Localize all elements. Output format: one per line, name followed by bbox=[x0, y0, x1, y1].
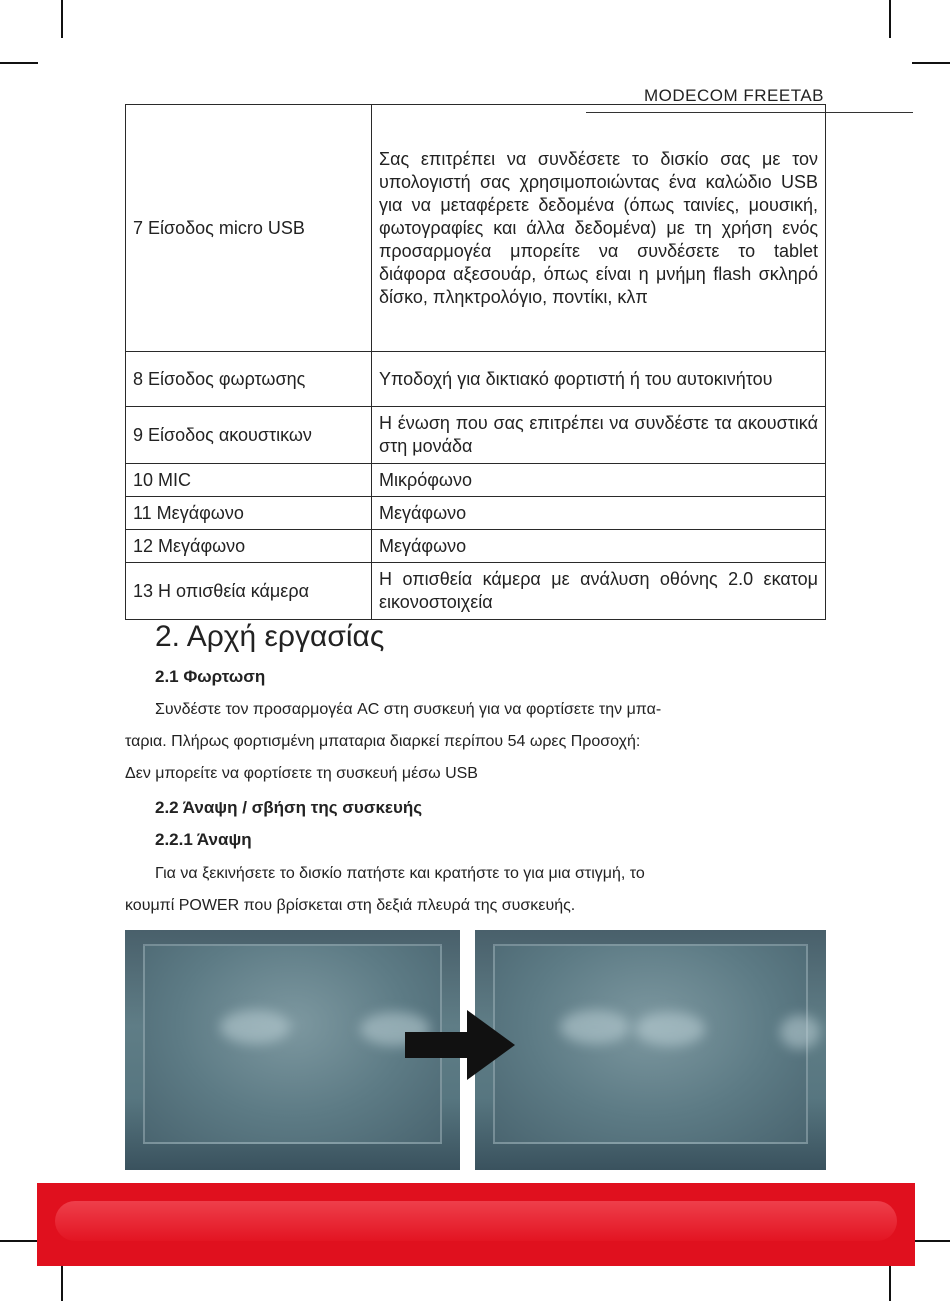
row-label: 8 Είσοδος φωρτωσης bbox=[126, 352, 372, 407]
power-heading: 2.2 Άναψη / σβήση της συσκευής bbox=[155, 798, 423, 817]
power-on-heading: 2.2.1 Άναψη bbox=[155, 830, 252, 849]
section-title: 2. Αρχή εργασίας bbox=[155, 620, 385, 653]
charging-heading: 2.1 Φωρτωση bbox=[155, 667, 266, 686]
row-label: 10 MIC bbox=[126, 464, 372, 497]
row-label: 9 Είσοδος ακουστικων bbox=[126, 407, 372, 464]
light-reflection bbox=[635, 1012, 705, 1046]
table-row bbox=[126, 352, 826, 407]
crop-mark bbox=[0, 1240, 38, 1242]
light-reflection bbox=[220, 1010, 290, 1044]
table-row bbox=[126, 497, 826, 530]
crop-mark bbox=[61, 1263, 63, 1301]
tablet-photo-after bbox=[475, 930, 826, 1170]
row-label: 7 Είσοδος micro USB bbox=[126, 105, 372, 352]
table-row bbox=[126, 563, 826, 620]
row-description: Μεγάφωνο bbox=[372, 530, 826, 563]
power-paragraph bbox=[125, 858, 825, 922]
row-description: Μικρόφωνο bbox=[372, 464, 826, 497]
table-row bbox=[126, 464, 826, 497]
row-description: Υποδοχή για δικτιακό φορτιστή ή του αυτοκινήτου bbox=[372, 352, 826, 407]
paragraph-line: Δεν μπορείτε να φορτίσετε τη συσκευή μέσω USB bbox=[125, 765, 478, 782]
table-row bbox=[126, 530, 826, 563]
paragraph-line: κουμπί POWER που βρίσκεται στη δεξιά πλευρά της συσκευής. bbox=[125, 897, 576, 914]
row-description: Η οπισθεία κάμερα με ανάλυση οθόνης 2.0 εκατομ εικονοστοιχεία bbox=[372, 563, 826, 620]
light-reflection bbox=[780, 1015, 820, 1049]
spec-table bbox=[125, 104, 826, 620]
crop-mark bbox=[912, 1240, 950, 1242]
crop-mark bbox=[61, 0, 63, 38]
row-label: 12 Μεγάφωνο bbox=[126, 530, 372, 563]
crop-mark bbox=[912, 62, 950, 64]
table-row bbox=[126, 407, 826, 464]
row-description: Σας επιτρέπει να συνδέσετε το δισκίο σας με τον υπολογιστή σας χρησιμοποιώντας ένα καλώδιο USB για να μεταφέρετε δεδομένα (όπως ταινίες, μουσική, φωτογραφίες και άλλα δεδομένα) με τη χρήση ενός προσαρμογέα μπορείτε να συνδέσετε το tablet διάφορα αξεσουάρ, όπως είναι η μνήμη flash σκληρό δίσκο, πληκτρολόγιο, ποντίκι, κλπ bbox=[372, 105, 826, 352]
arrow-right-icon bbox=[405, 1010, 515, 1080]
header-title: MODECOM FREETAB bbox=[643, 88, 824, 104]
footer-red-band bbox=[37, 1183, 915, 1266]
crop-mark bbox=[889, 0, 891, 38]
paragraph-line: ταρια. Πλήρως φορτισμένη μπαταρια διαρκεί περίπου 54 ωρες Προσοχή: bbox=[125, 733, 641, 750]
crop-mark bbox=[0, 62, 38, 64]
tablet-screen bbox=[493, 944, 808, 1144]
table-row bbox=[126, 105, 826, 352]
row-label: 11 Μεγάφωνο bbox=[126, 497, 372, 530]
band-highlight bbox=[55, 1201, 897, 1241]
row-label: 13 Η οπισθεία κάμερα bbox=[126, 563, 372, 620]
charging-paragraph bbox=[125, 694, 825, 790]
paragraph-line: Για να ξεκινήσετε το δισκίο πατήστε και κρατήστε το για μια στιγμή, το bbox=[155, 865, 645, 882]
crop-mark bbox=[889, 1263, 891, 1301]
paragraph-line: Συνδέστε τον προσαρμογέα AC στη συσκευή για να φορτίσετε την μπα- bbox=[155, 701, 662, 718]
row-description: Μεγάφωνο bbox=[372, 497, 826, 530]
row-description: Η ένωση που σας επιτρέπει να συνδέστε τα ακουστικά στη μονάδα bbox=[372, 407, 826, 464]
light-reflection bbox=[560, 1010, 630, 1044]
